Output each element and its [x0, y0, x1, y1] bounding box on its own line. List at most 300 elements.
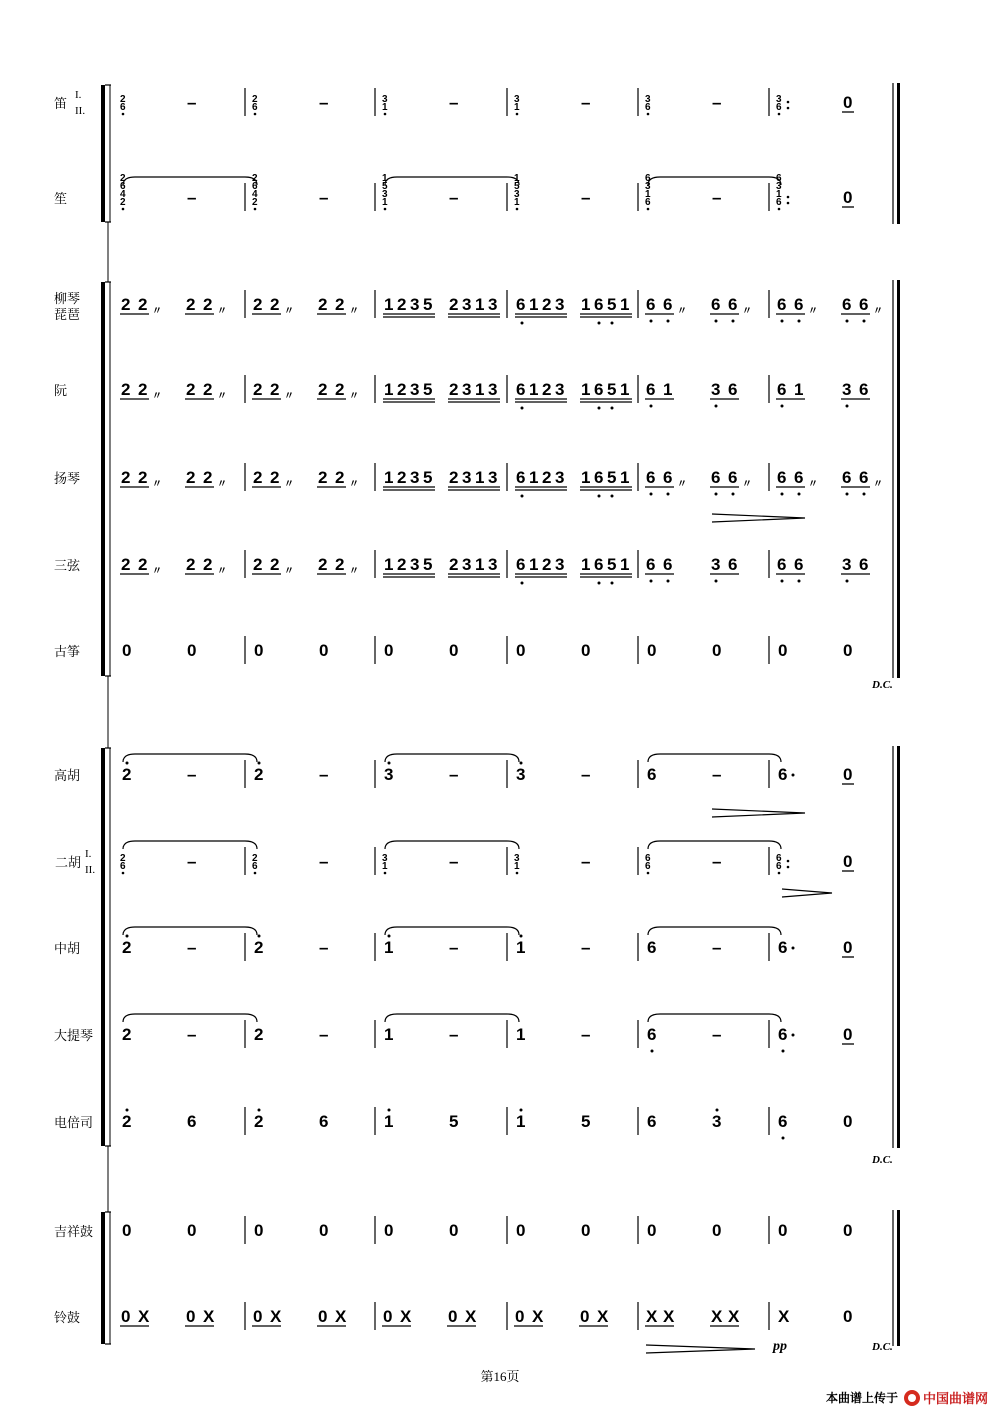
staff-row-yangqin — [54, 463, 883, 498]
note-0: 0 — [187, 641, 197, 660]
note-6: 6 — [794, 468, 804, 487]
chord-note-5: 5 — [382, 181, 388, 192]
chord-note-1: 1 — [776, 189, 782, 200]
note-0: 0 — [778, 1221, 788, 1240]
slur — [123, 754, 257, 762]
octave-dot-low — [254, 872, 257, 875]
octave-dot-high — [258, 762, 261, 765]
dc-mark: D.C. — [872, 1154, 893, 1166]
octave-dot-low — [732, 493, 735, 496]
note-dash: – — [319, 1025, 329, 1044]
note-6: 6 — [842, 295, 852, 314]
note-2: 2 — [186, 380, 196, 399]
chord-note-1: 1 — [514, 173, 520, 184]
note-1: 1 — [516, 938, 526, 957]
chord-note-1: 1 — [514, 102, 520, 113]
note-6: 6 — [859, 380, 869, 399]
octave-dot-low — [846, 405, 849, 408]
note-x: X — [728, 1307, 740, 1326]
note-1: 1 — [384, 468, 394, 487]
tremolo-mark: 〃 — [284, 479, 294, 490]
note-dash: – — [187, 188, 197, 207]
note-0: 0 — [580, 1307, 590, 1326]
chord-note-4: 4 — [252, 189, 258, 200]
note-0: 0 — [448, 1307, 458, 1326]
note-6: 6 — [859, 295, 869, 314]
note-dash: – — [581, 765, 591, 784]
chord-note-2: 2 — [120, 853, 126, 864]
staff-row-erhu — [55, 841, 854, 876]
note-2: 2 — [449, 468, 459, 487]
note-6: 6 — [516, 468, 526, 487]
note-x: X — [663, 1307, 675, 1326]
note-1: 1 — [516, 1025, 526, 1044]
note-0: 0 — [581, 1221, 591, 1240]
chord-note-6: 6 — [776, 853, 782, 864]
note-0: 0 — [843, 765, 853, 784]
note-1: 1 — [475, 555, 485, 574]
note-0: 0 — [516, 641, 526, 660]
note-1: 1 — [384, 1025, 394, 1044]
note-6: 6 — [859, 468, 869, 487]
note-0: 0 — [186, 1307, 196, 1326]
tremolo-mark: 〃 — [217, 566, 227, 577]
note-2: 2 — [138, 295, 148, 314]
note-6: 6 — [711, 468, 721, 487]
chord-note-1: 1 — [382, 173, 388, 184]
note-0: 0 — [843, 1221, 853, 1240]
chord-note-4: 4 — [120, 189, 126, 200]
octave-dot-low — [598, 322, 601, 325]
octave-dot-high — [258, 1109, 261, 1112]
note-6: 6 — [777, 468, 787, 487]
dc-mark: D.C. — [872, 679, 893, 691]
chord-note-1: 1 — [514, 197, 520, 208]
decrescendo-hairpin — [646, 1345, 755, 1353]
octave-dot-low — [798, 320, 801, 323]
tremolo-mark: 〃 — [873, 306, 883, 317]
note-2: 2 — [121, 555, 131, 574]
staff-row-guzheng — [54, 636, 852, 664]
note-2: 2 — [138, 555, 148, 574]
footer-upload-text: 本曲谱上传于 — [825, 1391, 898, 1405]
slur — [123, 841, 257, 849]
note-2: 2 — [449, 555, 459, 574]
tremolo-mark: 〃 — [152, 391, 162, 402]
note-dash: – — [712, 938, 722, 957]
note-0: 0 — [187, 1221, 197, 1240]
augmentation-dot — [787, 202, 790, 205]
slur — [648, 177, 781, 185]
note-2: 2 — [318, 295, 328, 314]
note-0: 0 — [647, 641, 657, 660]
note-2: 2 — [203, 295, 213, 314]
octave-dot-low — [732, 320, 735, 323]
tremolo-mark: 〃 — [808, 306, 818, 317]
staff-row-ruan — [54, 375, 870, 410]
tremolo-mark: 〃 — [152, 479, 162, 490]
octave-dot-low — [846, 320, 849, 323]
note-2: 2 — [270, 468, 280, 487]
note-6: 6 — [663, 468, 673, 487]
slur — [648, 1014, 781, 1022]
tremolo-mark: 〃 — [284, 566, 294, 577]
slur — [385, 177, 519, 185]
note-2: 2 — [397, 555, 407, 574]
instrument-name: 扬琴 — [54, 472, 81, 487]
note-3: 3 — [712, 1112, 722, 1131]
octave-dot-high — [716, 1109, 719, 1112]
chord-note-6: 6 — [120, 861, 126, 872]
note-0: 0 — [253, 1307, 263, 1326]
tremolo-mark: 〃 — [217, 479, 227, 490]
note-0: 0 — [122, 1221, 132, 1240]
instrument-name: 电倍司 — [54, 1116, 94, 1131]
octave-dot-low — [650, 320, 653, 323]
note-x: X — [711, 1307, 723, 1326]
octave-dot-high — [388, 935, 391, 938]
instrument-name: 琵琶 — [54, 308, 81, 323]
chord-note-3: 3 — [514, 189, 520, 200]
note-2: 2 — [254, 1025, 264, 1044]
augmentation-dot — [787, 101, 790, 104]
note-6: 6 — [594, 295, 604, 314]
octave-dot-low — [863, 493, 866, 496]
chord-note-2: 2 — [252, 853, 258, 864]
chord-note-6: 6 — [120, 181, 126, 192]
part-label: I. — [75, 89, 82, 101]
note-0: 0 — [843, 938, 853, 957]
octave-dot-low — [715, 405, 718, 408]
note-5: 5 — [607, 380, 617, 399]
note-1: 1 — [529, 555, 539, 574]
octave-dot-low — [598, 495, 601, 498]
decrescendo-hairpin — [712, 514, 805, 522]
note-0: 0 — [254, 1221, 264, 1240]
slur — [385, 1014, 519, 1022]
note-0: 0 — [515, 1307, 525, 1326]
octave-dot-low — [651, 1050, 654, 1053]
note-6: 6 — [778, 938, 788, 957]
note-2: 2 — [122, 1112, 132, 1131]
tremolo-mark: 〃 — [217, 391, 227, 402]
note-0: 0 — [384, 641, 394, 660]
chord-note-6: 6 — [776, 173, 782, 184]
note-x: X — [532, 1307, 544, 1326]
octave-dot-low — [650, 405, 653, 408]
octave-dot-low — [778, 872, 781, 875]
instrument-name: 二胡 — [55, 856, 82, 871]
chord-note-3: 3 — [382, 853, 388, 864]
note-5: 5 — [423, 295, 433, 314]
note-3: 3 — [516, 765, 526, 784]
octave-dot-low — [650, 580, 653, 583]
note-6: 6 — [594, 555, 604, 574]
slur — [123, 177, 257, 185]
site-logo[interactable] — [904, 1388, 988, 1407]
note-0: 0 — [254, 641, 264, 660]
note-1: 1 — [581, 295, 591, 314]
system-bracket — [101, 1212, 105, 1344]
note-6: 6 — [516, 295, 526, 314]
note-6: 6 — [646, 555, 656, 574]
note-3: 3 — [555, 380, 565, 399]
note-2: 2 — [186, 555, 196, 574]
octave-dot-low — [254, 113, 257, 116]
octave-dot-high — [388, 1109, 391, 1112]
chord-note-1: 1 — [514, 861, 520, 872]
note-0: 0 — [843, 1307, 853, 1326]
staff-row-sanxian — [54, 550, 870, 585]
note-6: 6 — [663, 295, 673, 314]
note-1: 1 — [620, 380, 630, 399]
tremolo-mark: 〃 — [217, 306, 227, 317]
note-x: X — [270, 1307, 282, 1326]
tremolo-mark: 〃 — [742, 306, 752, 317]
note-2: 2 — [318, 380, 328, 399]
note-6: 6 — [777, 295, 787, 314]
note-x: X — [646, 1307, 658, 1326]
site-logo-text: 中国曲谱网 — [922, 1392, 988, 1407]
octave-dot-low — [254, 208, 257, 211]
note-dash: – — [319, 938, 329, 957]
instrument-name: 古筝 — [54, 645, 81, 660]
note-6: 6 — [794, 295, 804, 314]
octave-dot-low — [598, 582, 601, 585]
octave-dot-low — [611, 495, 614, 498]
chord-note-1: 1 — [382, 197, 388, 208]
instrument-name: 吉祥鼓 — [54, 1225, 94, 1240]
staff-row-jixianggu — [54, 1216, 852, 1244]
note-2: 2 — [397, 295, 407, 314]
staff-row-sheng — [54, 173, 854, 211]
note-2: 2 — [449, 380, 459, 399]
note-1: 1 — [516, 1112, 526, 1131]
octave-dot-high — [258, 935, 261, 938]
instrument-name: 柳琴 — [54, 292, 81, 307]
system-bracket — [101, 85, 105, 222]
octave-dot-low — [715, 580, 718, 583]
note-2: 2 — [335, 555, 345, 574]
octave-dot-low — [778, 208, 781, 211]
chord-note-6: 6 — [252, 102, 258, 113]
note-0: 0 — [712, 1221, 722, 1240]
note-2: 2 — [122, 1025, 132, 1044]
tremolo-mark: 〃 — [152, 306, 162, 317]
instrument-name: 铃鼓 — [54, 1311, 81, 1326]
tremolo-mark: 〃 — [284, 306, 294, 317]
note-5: 5 — [607, 555, 617, 574]
staff-row-diannbeisi — [54, 1107, 852, 1140]
part-label: II. — [75, 105, 86, 117]
note-2: 2 — [397, 380, 407, 399]
octave-dot-low — [516, 872, 519, 875]
note-5: 5 — [449, 1112, 459, 1131]
staff-row-datiqin — [54, 1014, 854, 1053]
note-2: 2 — [186, 468, 196, 487]
note-3: 3 — [410, 295, 420, 314]
note-dash: – — [581, 188, 591, 207]
note-0: 0 — [449, 1221, 459, 1240]
final-barline-thick — [897, 746, 900, 1148]
note-2: 2 — [122, 938, 132, 957]
note-3: 3 — [555, 295, 565, 314]
note-6: 6 — [516, 555, 526, 574]
octave-dot-low — [122, 872, 125, 875]
note-0: 0 — [449, 641, 459, 660]
site-logo-icon — [904, 1390, 920, 1406]
chord-note-6: 6 — [252, 181, 258, 192]
chord-note-2: 2 — [252, 94, 258, 105]
note-1: 1 — [794, 380, 804, 399]
octave-dot-low — [667, 320, 670, 323]
dynamic-pp: pp — [773, 1339, 787, 1354]
note-6: 6 — [647, 1112, 657, 1131]
chord-note-3: 3 — [514, 94, 520, 105]
note-dash: – — [319, 852, 329, 871]
note-6: 6 — [647, 1025, 657, 1044]
note-dash: – — [449, 188, 459, 207]
note-dash: – — [712, 765, 722, 784]
octave-dot-low — [122, 113, 125, 116]
note-3: 3 — [488, 468, 498, 487]
instrument-name: 阮 — [54, 384, 68, 399]
decrescendo-hairpin — [782, 889, 832, 897]
note-0: 0 — [383, 1307, 393, 1326]
augmentation-dot — [787, 196, 790, 199]
octave-dot-low — [521, 407, 524, 410]
note-3: 3 — [555, 555, 565, 574]
note-dash: – — [581, 852, 591, 871]
octave-dot-low — [846, 580, 849, 583]
note-2: 2 — [397, 468, 407, 487]
note-2: 2 — [270, 295, 280, 314]
note-2: 2 — [253, 555, 263, 574]
octave-dot-low — [647, 113, 650, 116]
slur — [123, 927, 257, 935]
chord-note-6: 6 — [645, 102, 651, 113]
note-2: 2 — [254, 938, 264, 957]
chord-note-2: 2 — [252, 197, 258, 208]
instrument-name: 高胡 — [54, 769, 81, 784]
note-dash: – — [712, 1025, 722, 1044]
note-6: 6 — [647, 938, 657, 957]
note-6: 6 — [728, 468, 738, 487]
system-bracket — [101, 748, 105, 1146]
note-x: X — [138, 1307, 150, 1326]
note-3: 3 — [462, 555, 472, 574]
note-dash: – — [449, 93, 459, 112]
footer — [826, 1388, 988, 1407]
note-3: 3 — [384, 765, 394, 784]
note-3: 3 — [462, 468, 472, 487]
chord-note-1: 1 — [382, 861, 388, 872]
slur — [385, 927, 519, 935]
note-dash: – — [581, 93, 591, 112]
note-dash: – — [187, 1025, 197, 1044]
note-6: 6 — [646, 295, 656, 314]
octave-dot-low — [521, 322, 524, 325]
tremolo-mark: 〃 — [349, 479, 359, 490]
note-0: 0 — [319, 641, 329, 660]
note-0: 0 — [843, 641, 853, 660]
chord-note-2: 2 — [120, 197, 126, 208]
octave-dot-high — [388, 762, 391, 765]
note-1: 1 — [384, 295, 394, 314]
note-1: 1 — [663, 380, 673, 399]
note-dash: – — [581, 1025, 591, 1044]
note-2: 2 — [254, 765, 264, 784]
note-2: 2 — [254, 1112, 264, 1131]
chord-note-3: 3 — [645, 181, 651, 192]
tremolo-mark: 〃 — [349, 306, 359, 317]
note-dash: – — [449, 852, 459, 871]
note-dash: – — [187, 765, 197, 784]
note-x: X — [400, 1307, 412, 1326]
note-3: 3 — [410, 468, 420, 487]
note-3: 3 — [555, 468, 565, 487]
octave-dot-low — [647, 872, 650, 875]
note-2: 2 — [335, 380, 345, 399]
octave-dot-low — [846, 493, 849, 496]
note-6: 6 — [594, 380, 604, 399]
slur — [123, 1014, 257, 1022]
note-dash: – — [187, 852, 197, 871]
octave-dot-low — [598, 407, 601, 410]
note-2: 2 — [203, 555, 213, 574]
octave-dot-high — [126, 1109, 129, 1112]
note-0: 0 — [843, 188, 853, 207]
note-2: 2 — [121, 295, 131, 314]
note-x: X — [335, 1307, 347, 1326]
tremolo-mark: 〃 — [349, 566, 359, 577]
note-2: 2 — [335, 468, 345, 487]
note-1: 1 — [581, 468, 591, 487]
note-3: 3 — [711, 380, 721, 399]
note-2: 2 — [253, 295, 263, 314]
augmentation-dot — [787, 866, 790, 869]
staff-row-di — [54, 88, 854, 117]
staff-row-gaohu — [54, 754, 854, 788]
note-1: 1 — [384, 1112, 394, 1131]
note-2: 2 — [270, 380, 280, 399]
chord-note-2: 2 — [120, 173, 126, 184]
octave-dot-low — [384, 872, 387, 875]
octave-dot-low — [611, 582, 614, 585]
note-1: 1 — [475, 468, 485, 487]
note-1: 1 — [475, 380, 485, 399]
octave-dot-low — [384, 113, 387, 116]
note-2: 2 — [318, 468, 328, 487]
note-dash: – — [449, 1025, 459, 1044]
note-0: 0 — [318, 1307, 328, 1326]
note-2: 2 — [335, 295, 345, 314]
note-0: 0 — [647, 1221, 657, 1240]
note-1: 1 — [384, 938, 394, 957]
note-5: 5 — [423, 468, 433, 487]
note-0: 0 — [843, 1112, 853, 1131]
tremolo-mark: 〃 — [742, 479, 752, 490]
note-2: 2 — [253, 468, 263, 487]
note-6: 6 — [187, 1112, 197, 1131]
octave-dot-low — [863, 320, 866, 323]
note-0: 0 — [843, 93, 853, 112]
note-dash: – — [449, 765, 459, 784]
octave-dot-low — [715, 320, 718, 323]
chord-note-2: 2 — [252, 173, 258, 184]
note-3: 3 — [410, 555, 420, 574]
octave-dot-low — [650, 493, 653, 496]
